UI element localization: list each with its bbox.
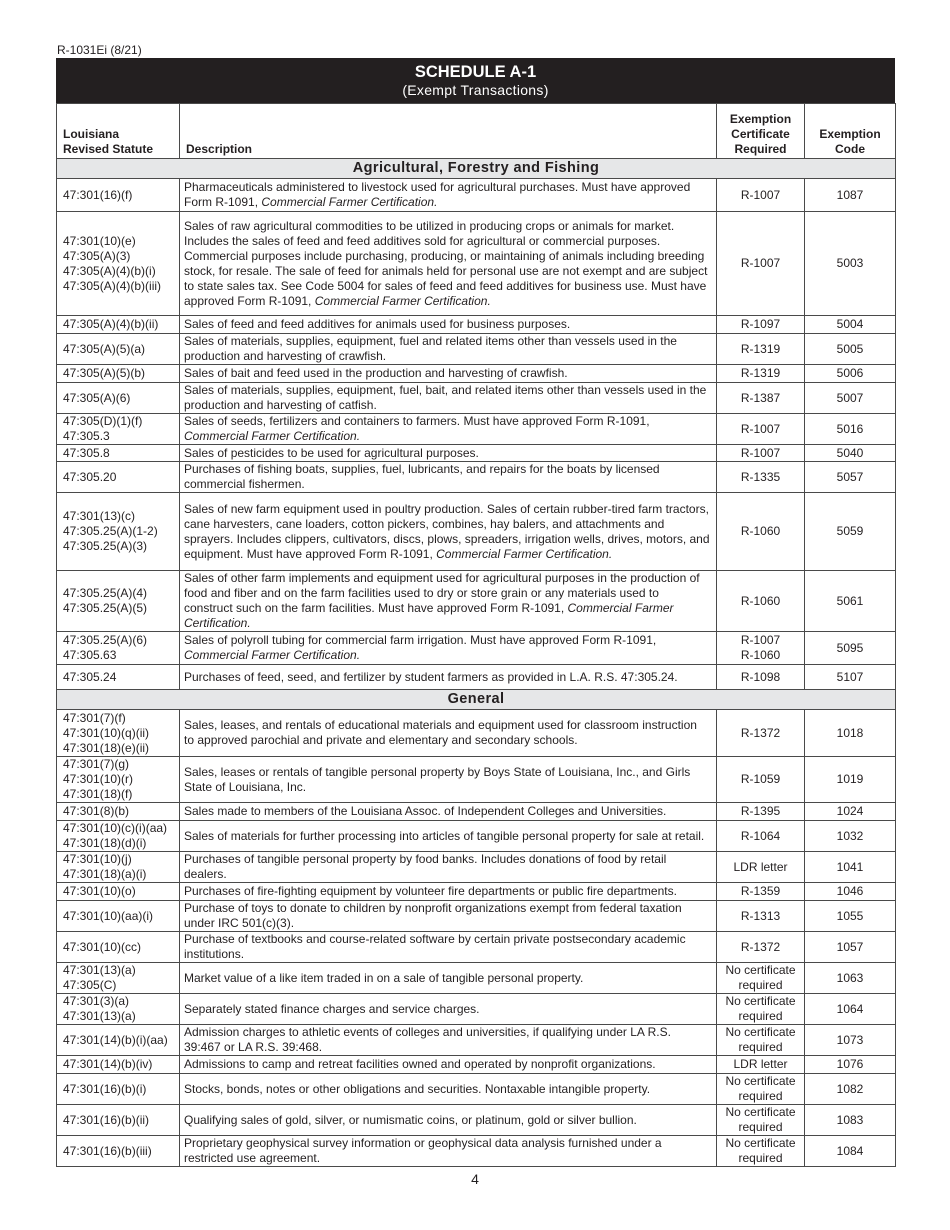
section-title: General <box>57 690 896 710</box>
form-title-italic: Commercial Farmer Certification. <box>314 293 491 308</box>
description-cell <box>180 212 717 316</box>
certificate-text: R-1313 <box>740 908 781 923</box>
statute-cell <box>57 383 180 414</box>
statute-cell <box>57 334 180 365</box>
table-row <box>57 493 896 571</box>
certificate-cell <box>717 1105 805 1136</box>
statute-ref: 47:301(10)(r) <box>63 772 134 786</box>
exemption-code-cell: 1087 <box>805 179 896 212</box>
statute-ref: 47:301(18)(d)(i) <box>63 836 147 850</box>
description-text: Admissions to camp and retreat facilities owned and operated by nonprofit organizations. <box>184 1057 656 1071</box>
description-cell <box>180 665 717 690</box>
statute-ref: 47:305(A)(4)(b)(i) <box>63 263 156 278</box>
exemption-code-cell: 5005 <box>805 334 896 365</box>
table-row <box>57 852 896 883</box>
statute-ref: 47:305.63 <box>63 648 117 662</box>
description-text: Sales of feed and feed additives for animals used for business purposes. <box>184 317 571 331</box>
statute-ref: 47:301(16)(b)(i) <box>63 1081 147 1096</box>
description-text: Sales of materials for further processing into articles of tangible personal property for sale at retail. <box>184 828 705 843</box>
statute-cell <box>57 821 180 852</box>
statute-ref: 47:305(C) <box>63 978 117 992</box>
statute-ref: 47:301(10)(aa)(i) <box>63 908 154 923</box>
certificate-text: No certificate <box>725 1136 796 1150</box>
certificate-cell <box>717 994 805 1025</box>
certificate-text: R-1319 <box>740 341 781 356</box>
description-cell <box>180 316 717 334</box>
certificate-text: R-1372 <box>740 725 781 740</box>
exemption-code-cell: 5040 <box>805 445 896 462</box>
statute-ref: 47:301(10)(e) <box>63 233 136 248</box>
description-cell <box>180 1136 717 1167</box>
certificate-cell <box>717 316 805 334</box>
statute-cell <box>57 665 180 690</box>
description-cell <box>180 852 717 883</box>
description-text: Sales made to members of the Louisiana Assoc. of Independent Colleges and Universities. <box>184 804 667 818</box>
statute-cell <box>57 179 180 212</box>
description-text: Sales of materials, supplies, equipment, fuel and related items other than vessels used in the production and harvesting of crawfish. <box>184 334 677 363</box>
certificate-cell <box>717 963 805 994</box>
certificate-text: R-1097 <box>740 317 781 331</box>
table-row <box>57 932 896 963</box>
exemption-code-cell: 1041 <box>805 852 896 883</box>
statute-cell <box>57 852 180 883</box>
col-header-statute: Louisiana Revised Statute <box>57 104 180 159</box>
statute-ref: 47:301(3)(a) <box>63 994 130 1008</box>
statute-cell <box>57 365 180 383</box>
table-row <box>57 1074 896 1105</box>
statute-ref: 47:305.25(A)(1-2) <box>63 524 158 538</box>
statute-cell <box>57 212 180 316</box>
description-text: Proprietary geophysical survey information or geophysical data analysis furnished under a restricted use agreement. <box>184 1136 662 1165</box>
exemption-code-cell: 1018 <box>805 710 896 757</box>
schedule-title: SCHEDULE A-1 <box>414 63 537 81</box>
description-text: Sales of materials, supplies, equipment, fuel, bait, and related items other than vessels used in the production and harvesting of catfish. <box>184 383 707 412</box>
form-title-italic: Commercial Farmer Certification. <box>184 601 674 630</box>
statute-cell <box>57 1074 180 1105</box>
description-cell <box>180 821 717 852</box>
certificate-cell <box>717 665 805 690</box>
certificate-cell <box>717 212 805 316</box>
form-id: R-1031Ei (8/21) <box>57 43 142 57</box>
statute-cell <box>57 994 180 1025</box>
statute-cell <box>57 414 180 445</box>
certificate-text: R-1359 <box>740 884 781 898</box>
statute-ref: 47:305.25(A)(3) <box>63 539 148 553</box>
certificate-cell <box>717 757 805 803</box>
statute-ref: 47:301(16)(b)(ii) <box>63 1112 150 1127</box>
description-text: Pharmaceuticals administered to livestock used for agricultural purchases. Must have approved Form R-1091, <box>184 180 691 209</box>
table-row <box>57 445 896 462</box>
statute-cell <box>57 1056 180 1074</box>
table-row <box>57 316 896 334</box>
exemption-code-cell: 5007 <box>805 383 896 414</box>
description-cell <box>180 1105 717 1136</box>
statute-ref: 47:301(16)(f) <box>63 187 133 202</box>
table-row <box>57 821 896 852</box>
table-row <box>57 462 896 493</box>
description-text: Sales of polyroll tubing for commercial farm irrigation. Must have approved Form R-1091, <box>184 633 657 647</box>
exemption-code-cell: 1046 <box>805 883 896 901</box>
statute-ref: 47:305.25(A)(5) <box>63 601 148 615</box>
certificate-text: No certificate <box>725 963 796 977</box>
exemption-code-cell: 5016 <box>805 414 896 445</box>
description-cell <box>180 1056 717 1074</box>
exemption-code-cell: 1076 <box>805 1056 896 1074</box>
certificate-text: R-1098 <box>740 669 781 684</box>
exemption-code-cell: 5057 <box>805 462 896 493</box>
statute-cell <box>57 462 180 493</box>
description-cell <box>180 445 717 462</box>
certificate-cell <box>717 710 805 757</box>
certificate-text: R-1007 <box>740 256 781 270</box>
exemption-code-cell: 1057 <box>805 932 896 963</box>
certificate-text: R-1395 <box>740 804 781 818</box>
statute-ref: 47:305.25(A)(4) <box>63 586 148 600</box>
certificate-text: R-1059 <box>740 772 781 786</box>
certificate-cell <box>717 932 805 963</box>
form-title-italic: Commercial Farmer Certification. <box>261 195 438 209</box>
description-text: Sales of new farm equipment used in poultry production. Sales of certain rubber-tired farm tractors, cane harvesters, cane loaders, cotton pickers, combines, hay balers, and attachments and sprayers. Includes clippers, cultivators, discs, plows, spreaders, irrigation wells, drives, motors, and equipment. Must have approved Form R-1091, <box>184 501 710 561</box>
statute-cell <box>57 803 180 821</box>
exemption-code-cell: 1064 <box>805 994 896 1025</box>
certificate-text: R-1060 <box>740 593 781 608</box>
description-cell <box>180 462 717 493</box>
statute-ref: 47:305(A)(5)(a) <box>63 341 146 356</box>
certificate-cell <box>717 901 805 932</box>
certificate-cell <box>717 883 805 901</box>
col-header-code: Exemption Code <box>805 104 896 159</box>
statute-ref: 47:305(A)(3) <box>63 248 131 263</box>
certificate-cell <box>717 445 805 462</box>
description-text: Sales, leases or rentals of tangible personal property by Boys State of Louisiana, Inc., and Girls State of Louisiana, Inc. <box>184 764 691 794</box>
description-text: Purchase of textbooks and course-related software by certain private postsecondary academic institutions. <box>184 932 686 961</box>
description-cell <box>180 932 717 963</box>
certificate-text: R-1007 <box>740 187 781 202</box>
description-cell <box>180 334 717 365</box>
statute-ref: 47:301(7)(f) <box>63 710 126 725</box>
table-row <box>57 803 896 821</box>
statute-ref: 47:301(13)(a) <box>63 963 136 977</box>
exemption-code-cell: 5059 <box>805 493 896 571</box>
certificate-text: required <box>738 978 783 992</box>
table-row <box>57 710 896 757</box>
description-text: Sales, leases, and rentals of educational materials and equipment used for classroom instruction to approved parochial and private and elementary and secondary schools. <box>184 718 697 747</box>
exemption-code-cell: 1055 <box>805 901 896 932</box>
description-text: Sales of raw agricultural commodities to be utilized in producing crops or animals for market. Includes the sales of feed and feed additives sold for agricultural or commercial purposes. Commercial purposes include purchasing, producing, or maintaining of animals including breeding stock, for resale. The sale of feed for animals held for personal use are not exempt and are subject to state sales tax. See Code 5004 for sales of feed and feed additives for business use. Must have approved Form R-1091, <box>184 218 708 308</box>
statute-cell <box>57 932 180 963</box>
statute-cell <box>57 632 180 665</box>
description-text: Sales of seeds, fertilizers and containers to farmers. Must have approved Form R-1091, <box>184 414 650 428</box>
table-row <box>57 757 896 803</box>
statute-ref: 47:301(16)(b)(iii) <box>63 1143 152 1158</box>
description-text: Sales of bait and feed used in the production and harvesting of crawfish. <box>184 366 568 380</box>
statute-ref: 47:301(13)(a) <box>63 1009 136 1023</box>
certificate-text: R-1007 <box>740 633 781 647</box>
description-text: Purchases of tangible personal property by food banks. Includes donations of food by retail dealers. <box>184 852 667 881</box>
description-cell <box>180 757 717 803</box>
statute-ref: 47:305(A)(4)(b)(iii) <box>63 278 162 293</box>
statute-ref: 47:301(14)(b)(iv) <box>63 1057 153 1071</box>
certificate-cell <box>717 383 805 414</box>
certificate-text: No certificate <box>725 1074 796 1088</box>
description-cell <box>180 493 717 571</box>
description-text: Sales of other farm implements and equipment used for agricultural purposes in the production of food and fiber and on the farm facilities used to dry or store grain or any materials used to construct such on the farm facilities. Must have approved Form R-1091, <box>184 571 700 615</box>
section-title: Agricultural, Forestry and Fishing <box>57 159 896 179</box>
description-text: Stocks, bonds, notes or other obligations and securities. Nontaxable intangible property. <box>184 1081 651 1096</box>
exemption-code-cell: 1084 <box>805 1136 896 1167</box>
table-row <box>57 334 896 365</box>
statute-ref: 47:301(10)(o) <box>63 884 136 898</box>
certificate-cell <box>717 1025 805 1056</box>
certificate-text: R-1319 <box>740 366 781 380</box>
table-row <box>57 1136 896 1167</box>
description-cell <box>180 632 717 665</box>
exemption-code-cell: 5003 <box>805 212 896 316</box>
certificate-cell <box>717 571 805 632</box>
description-cell <box>180 963 717 994</box>
exemption-code-cell: 1063 <box>805 963 896 994</box>
statute-ref: 47:301(13)(c) <box>63 509 136 523</box>
table-body <box>57 159 896 1167</box>
exemption-code-cell: 5006 <box>805 365 896 383</box>
certificate-cell <box>717 632 805 665</box>
certificate-cell <box>717 821 805 852</box>
certificate-cell <box>717 803 805 821</box>
table-row <box>57 883 896 901</box>
description-cell <box>180 901 717 932</box>
exemption-code-cell: 5061 <box>805 571 896 632</box>
certificate-cell <box>717 334 805 365</box>
statute-ref: 47:301(18)(f) <box>63 787 133 801</box>
section-header <box>57 159 896 179</box>
statute-cell <box>57 445 180 462</box>
form-title-italic: Commercial Farmer Certification. <box>184 429 361 443</box>
description-cell <box>180 383 717 414</box>
page-number: 4 <box>471 1171 479 1187</box>
certificate-text: R-1007 <box>740 445 781 460</box>
statute-ref: 47:305.8 <box>63 445 110 460</box>
statute-ref: 47:305.20 <box>63 469 117 484</box>
certificate-text: R-1387 <box>740 390 781 405</box>
certificate-text: required <box>738 1040 783 1054</box>
statute-ref: 47:301(10)(q)(ii) <box>63 725 150 740</box>
certificate-text: No certificate <box>725 1105 796 1119</box>
exemption-table <box>56 103 896 1167</box>
table-row <box>57 632 896 665</box>
statute-cell <box>57 757 180 803</box>
schedule-banner <box>56 58 895 103</box>
table-row <box>57 212 896 316</box>
description-text: Purchase of toys to donate to children by nonprofit organizations exempt from federal taxation under IRC 501(c)(3). <box>184 901 682 930</box>
description-cell <box>180 571 717 632</box>
exemption-code-cell: 1019 <box>805 757 896 803</box>
statute-cell <box>57 963 180 994</box>
description-text: Purchases of fire-fighting equipment by volunteer fire departments or public fire departments. <box>184 884 677 898</box>
certificate-cell <box>717 1074 805 1105</box>
certificate-text: LDR letter <box>733 1057 788 1071</box>
certificate-cell <box>717 493 805 571</box>
statute-cell <box>57 901 180 932</box>
statute-cell <box>57 1105 180 1136</box>
statute-ref: 47:301(14)(b)(i)(aa) <box>63 1032 168 1047</box>
certificate-cell <box>717 179 805 212</box>
schedule-sheet <box>56 58 895 1167</box>
statute-ref: 47:301(10)(j) <box>63 852 132 866</box>
description-text: Sales of pesticides to be used for agricultural purposes. <box>184 445 479 460</box>
form-title-italic: Commercial Farmer Certification. <box>436 546 613 561</box>
certificate-text: R-1060 <box>740 648 781 662</box>
certificate-cell <box>717 1056 805 1074</box>
certificate-text: R-1372 <box>740 939 781 954</box>
certificate-text: required <box>738 1151 783 1165</box>
description-text: Purchases of fishing boats, supplies, fuel, lubricants, and repairs for the boats by licensed commercial fishermen. <box>184 462 660 491</box>
exemption-code-cell: 1032 <box>805 821 896 852</box>
statute-ref: 47:305(A)(6) <box>63 390 131 405</box>
col-header-certificate: Exemption Certificate Required <box>717 104 805 159</box>
exemption-code-cell: 1024 <box>805 803 896 821</box>
exemption-code-cell: 5095 <box>805 632 896 665</box>
statute-ref: 47:301(18)(a)(i) <box>63 867 147 881</box>
certificate-text: R-1335 <box>740 469 781 484</box>
certificate-cell <box>717 1136 805 1167</box>
certificate-text: LDR letter <box>733 859 788 874</box>
certificate-text: required <box>738 1120 783 1134</box>
certificate-text: R-1060 <box>740 524 781 538</box>
description-cell <box>180 1074 717 1105</box>
statute-ref: 47:301(8)(b) <box>63 804 130 818</box>
statute-ref: 47:301(18)(e)(ii) <box>63 740 150 755</box>
table-row <box>57 179 896 212</box>
certificate-cell <box>717 852 805 883</box>
description-cell <box>180 365 717 383</box>
description-text: Market value of a like item traded in on a sale of tangible personal property. <box>184 970 584 985</box>
table-row <box>57 1056 896 1074</box>
statute-ref: 47:305.3 <box>63 429 110 443</box>
description-text: Purchases of feed, seed, and fertilizer by student farmers as provided in L.A. R.S. 47:305.24. <box>184 669 678 684</box>
statute-cell <box>57 883 180 901</box>
table-row <box>57 1105 896 1136</box>
table-row <box>57 963 896 994</box>
col-header-description: Description <box>180 104 717 159</box>
description-text: Separately stated finance charges and service charges. <box>184 1001 480 1016</box>
description-text: Admission charges to athletic events of colleges and universities, if qualifying under LA R.S. 39:467 or LA R.S. 39:468. <box>184 1025 671 1054</box>
description-cell <box>180 179 717 212</box>
statute-ref: 47:305(A)(5)(b) <box>63 366 146 380</box>
certificate-text: No certificate <box>725 994 796 1008</box>
form-title-italic: Commercial Farmer Certification. <box>184 648 361 662</box>
statute-cell <box>57 1025 180 1056</box>
description-cell <box>180 883 717 901</box>
table-row <box>57 571 896 632</box>
statute-ref: 47:305.25(A)(6) <box>63 633 148 647</box>
statute-cell <box>57 710 180 757</box>
description-cell <box>180 803 717 821</box>
schedule-subtitle: (Exempt Transactions) <box>402 82 549 98</box>
table-row <box>57 901 896 932</box>
statute-cell <box>57 1136 180 1167</box>
certificate-text: R-1007 <box>740 421 781 436</box>
description-cell <box>180 414 717 445</box>
statute-cell <box>57 493 180 571</box>
section-header <box>57 690 896 710</box>
statute-cell <box>57 571 180 632</box>
table-row <box>57 665 896 690</box>
table-row <box>57 365 896 383</box>
certificate-text: No certificate <box>725 1025 796 1039</box>
statute-ref: 47:301(10)(cc) <box>63 939 142 954</box>
description-text: Qualifying sales of gold, silver, or numismatic coins, or platinum, gold or silver bullion. <box>184 1112 637 1127</box>
exemption-code-cell: 1073 <box>805 1025 896 1056</box>
description-cell <box>180 994 717 1025</box>
statute-ref: 47:301(10)(c)(i)(aa) <box>63 821 168 835</box>
exemption-code-cell: 5107 <box>805 665 896 690</box>
certificate-text: required <box>738 1009 783 1023</box>
statute-ref: 47:305(D)(1)(f) <box>63 414 143 428</box>
certificate-cell <box>717 462 805 493</box>
exemption-code-cell: 5004 <box>805 316 896 334</box>
certificate-text: required <box>738 1089 783 1103</box>
statute-ref: 47:305.24 <box>63 669 117 684</box>
table-row <box>57 383 896 414</box>
table-row <box>57 414 896 445</box>
description-cell <box>180 1025 717 1056</box>
statute-cell <box>57 316 180 334</box>
statute-ref: 47:305(A)(4)(b)(ii) <box>63 317 159 331</box>
certificate-text: R-1064 <box>740 828 781 843</box>
description-cell <box>180 710 717 757</box>
statute-ref: 47:301(7)(g) <box>63 757 130 771</box>
exemption-code-cell: 1083 <box>805 1105 896 1136</box>
exemption-code-cell: 1082 <box>805 1074 896 1105</box>
certificate-cell <box>717 365 805 383</box>
table-row <box>57 994 896 1025</box>
certificate-cell <box>717 414 805 445</box>
table-row <box>57 1025 896 1056</box>
